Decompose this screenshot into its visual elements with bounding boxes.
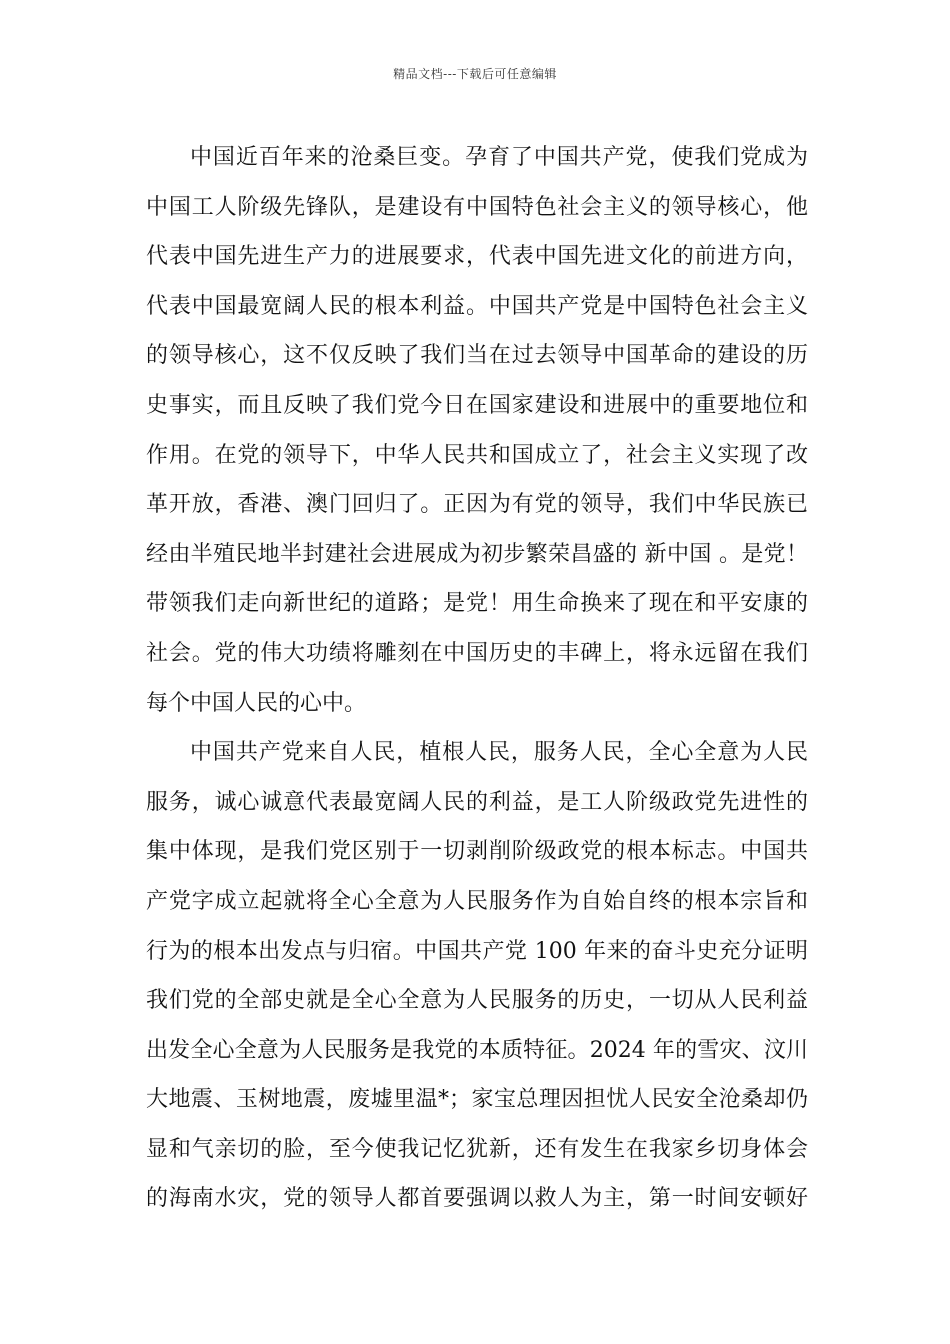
paragraph-1 (146, 133, 808, 728)
text-line: 代表中国先进生产力的进展要求，代表中国先进文化的前进方向， (146, 244, 808, 270)
text-line: 革开放，香港、澳门回归了。正因为有党的领导，我们中华民族已 (146, 492, 808, 518)
text-line: 中国近百年来的沧桑巨变。孕育了中国共产党，使我们党成为 (190, 145, 808, 170)
text-line: 中国工人阶级先锋队，是建设有中国特色社会主义的领导核心，他 (146, 194, 808, 220)
text-line: 的海南水灾，党的领导人都首要强调以救人为主，第一时间安顿好 (146, 1186, 808, 1212)
text-line: 社会。党的伟大功绩将雕刻在中国历史的丰碑上，将永远留在我们 (146, 640, 808, 666)
text-line: 产党字成立起就将全心全意为人民服务作为自始自终的根本宗旨和 (146, 888, 808, 914)
text-line: 显和气亲切的脸，至今使我记忆犹新，还有发生在我家乡切身体会 (146, 1136, 808, 1162)
text-line: 作用。在党的领导下，中华人民共和国成立了，社会主义实现了改 (146, 442, 808, 468)
text-line: 经由半殖民地半封建社会进展成为初步繁荣昌盛的 新中国 。是党！ (146, 541, 808, 567)
text-line: 大地震、玉树地震，废墟里温*；家宝总理因担忧人民安全沧桑却仍 (146, 1087, 808, 1113)
text-line: 带领我们走向新世纪的道路；是党！用生命换来了现在和平安康的 (146, 591, 808, 617)
body-text (146, 133, 808, 1224)
text-line: 服务，诚心诚意代表最宽阔人民的利益，是工人阶级政党先进性的 (146, 789, 808, 815)
text-line: 代表中国最宽阔人民的根本利益。中国共产党是中国特色社会主义 (146, 293, 808, 319)
text-line: 每个中国人民的心中。 (146, 690, 367, 716)
text-line: 集中体现，是我们党区别于一切剥削阶级政党的根本标志。中国共 (146, 839, 808, 865)
page-header: 精品文档---下载后可任意编辑 (393, 67, 557, 81)
text-line: 我们党的全部史就是全心全意为人民服务的历史，一切从人民利益 (146, 988, 808, 1014)
text-line: 出发全心全意为人民服务是我党的本质特征。2024 年的雪灾、汶川 (146, 1037, 808, 1063)
text-line: 史事实，而且反映了我们党今日在国家建设和进展中的重要地位和 (146, 392, 808, 418)
paragraph-2 (146, 728, 808, 1224)
text-line: 中国共产党来自人民，植根人民，服务人民，全心全意为人民 (190, 740, 808, 766)
text-line: 的领导核心，这不仅反映了我们当在过去领导中国革命的建设的历 (146, 343, 808, 369)
text-line: 行为的根本出发点与归宿。中国共产党 100 年来的奋斗史充分证明 (146, 938, 808, 964)
